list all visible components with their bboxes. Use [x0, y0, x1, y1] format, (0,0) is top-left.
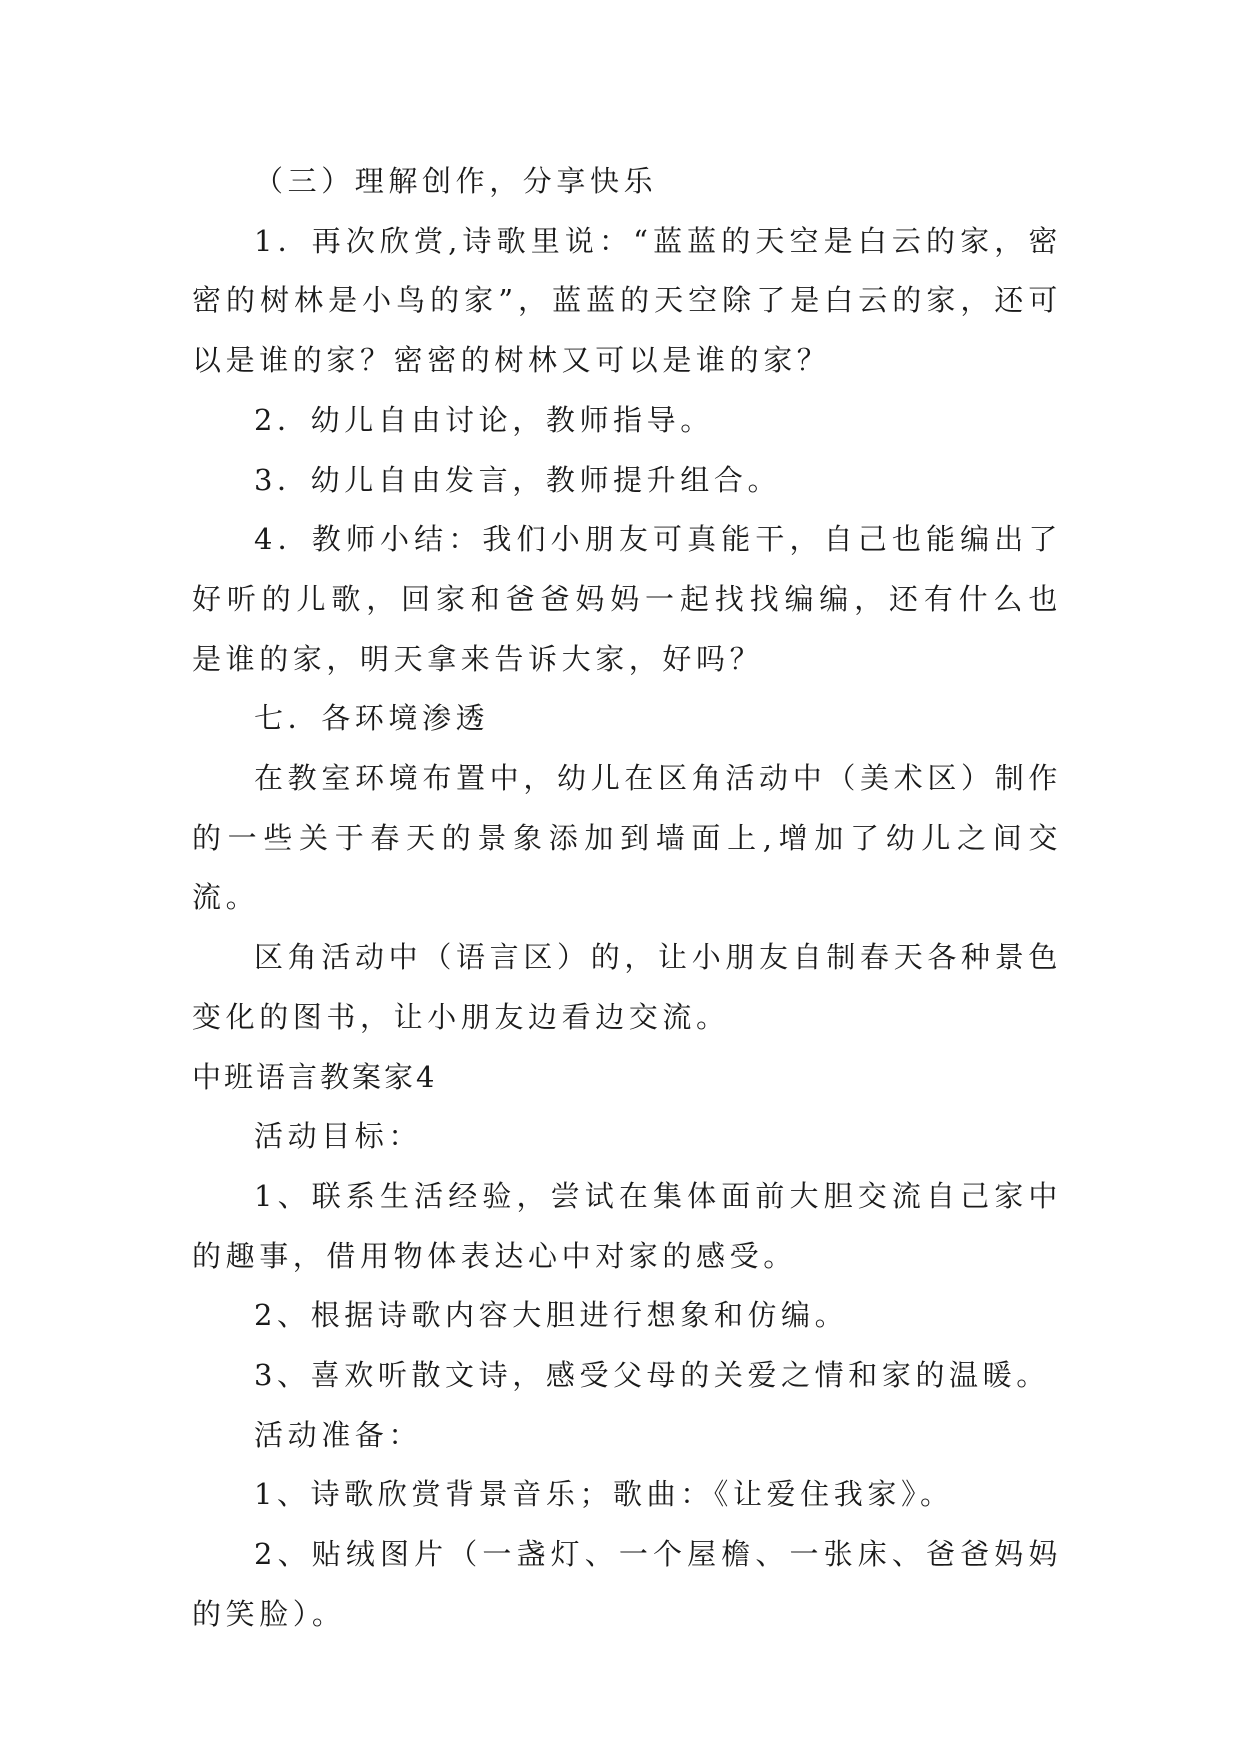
document-body	[192, 152, 1062, 1645]
paragraph: 1．再次欣赏,诗歌里说：“蓝蓝的天空是白云的家，密密的树林是小鸟的家”，蓝蓝的天空除了是白云的家，还可以是谁的家？密密的树林又可以是谁的家？	[192, 223, 1062, 378]
paragraph: 2．幼儿自由讨论，教师指导。	[254, 402, 714, 437]
paragraph: 区角活动中（语言区）的，让小朋友自制春天各种景色变化的图书，让小朋友边看边交流。	[192, 940, 1062, 1034]
section-heading: （三）理解创作，分享快乐	[254, 164, 658, 198]
paragraph: 3、喜欢听散文诗，感受父母的关爱之情和家的温暖。	[254, 1358, 1050, 1393]
paragraph: 2、根据诗歌内容大胆进行想象和仿编。	[254, 1298, 849, 1333]
paragraph: 在教室环境布置中，幼儿在区角活动中（美术区）制作的一些关于春天的景象添加到墙面上,增加了幼儿之间交流。	[192, 761, 1062, 915]
paragraph: 1、联系生活经验，尝试在集体面前大胆交流自己家中的趣事，借用物体表达心中对家的感受。	[192, 1178, 1062, 1273]
paragraph: 1、诗歌欣赏背景音乐；歌曲：《让爱住我家》。	[254, 1477, 954, 1512]
section-heading: 活动目标：	[254, 1119, 423, 1154]
paragraph: 3．幼儿自由发言，教师提升组合。	[254, 462, 782, 497]
section-heading: 活动准备：	[254, 1417, 423, 1452]
paragraph: 4．教师小结：我们小朋友可真能干，自己也能编出了好听的儿歌，回家和爸爸妈妈一起找找编编，还有什么也是谁的家，明天拿来告诉大家，好吗？	[192, 522, 1062, 676]
paragraph: 2、贴绒图片（一盏灯、一个屋檐、一张床、爸爸妈妈的笑脸）。	[192, 1537, 1062, 1631]
section-heading: 七．各环境渗透	[254, 701, 490, 736]
lesson-title: 中班语言教案家4	[192, 1059, 438, 1094]
